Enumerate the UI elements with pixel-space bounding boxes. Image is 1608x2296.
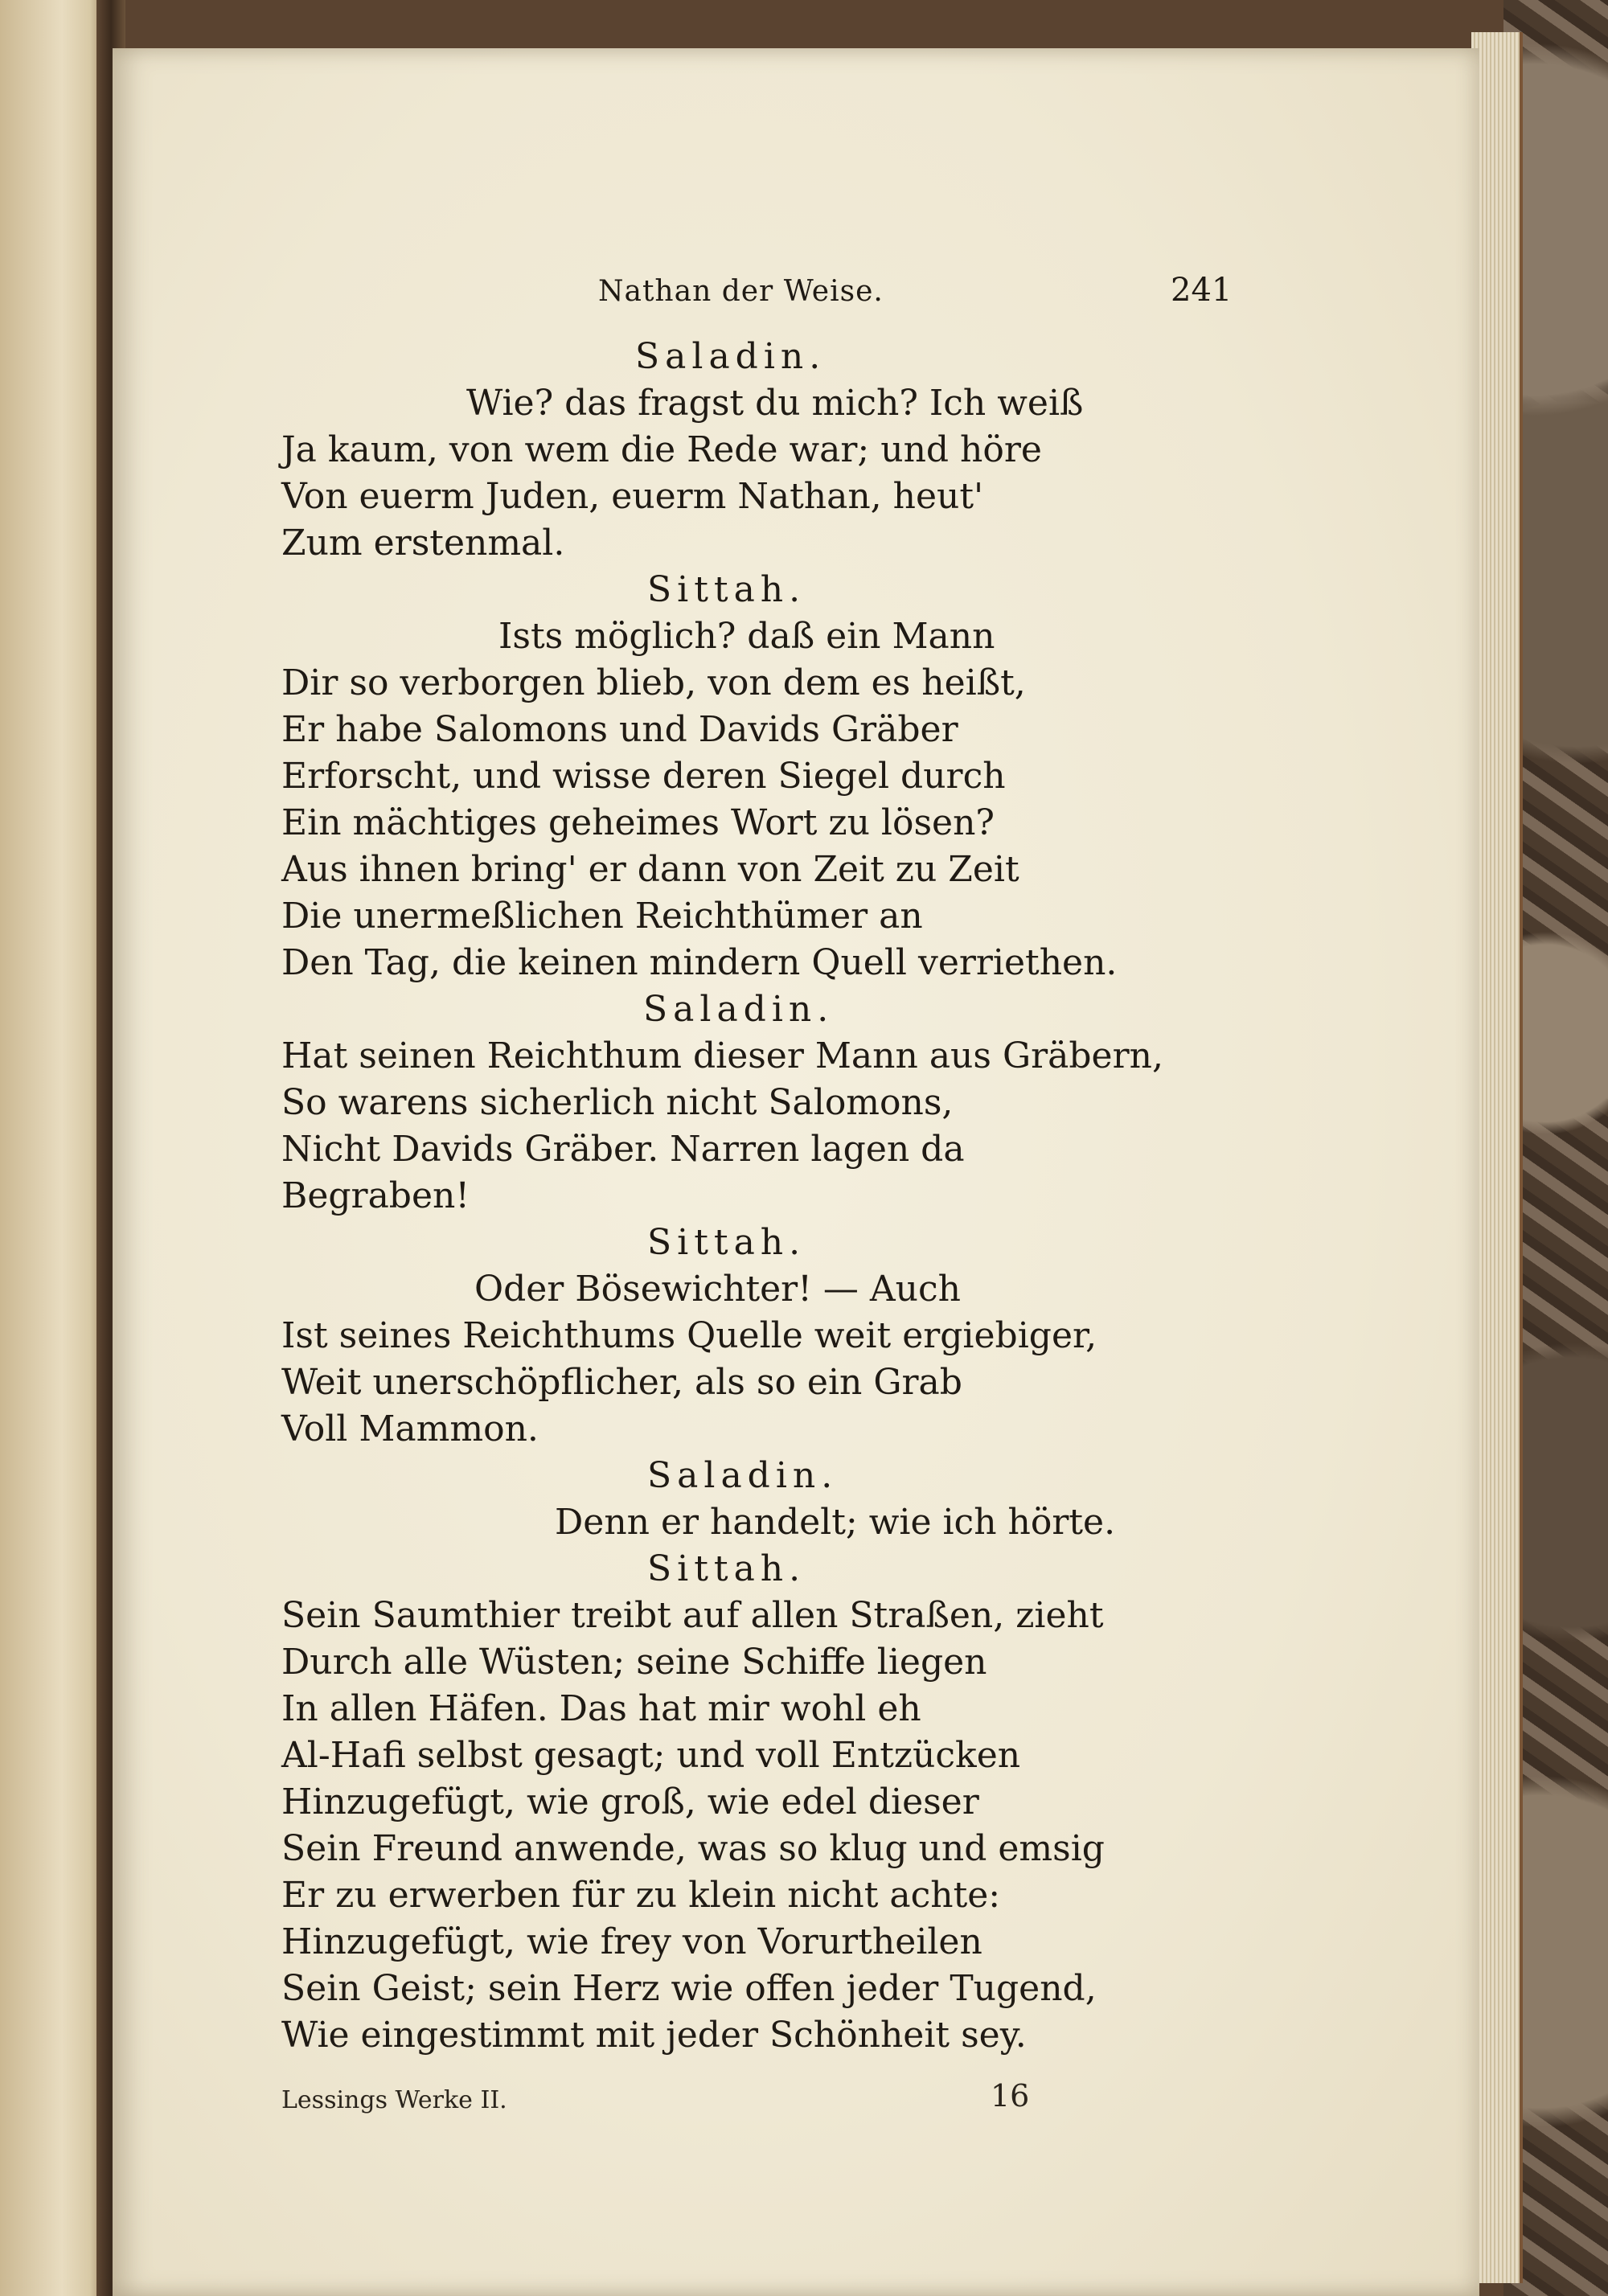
verse-line: Voll Mammon. xyxy=(281,1408,539,1449)
verse-line: So warens sicherlich nicht Salomons, xyxy=(281,1082,954,1123)
verse-line: Erforscht, und wisse deren Siegel durch xyxy=(281,756,1006,797)
verse-line: Sein Freund anwende, was so klug und emsig xyxy=(281,1828,1105,1869)
verse-line: Hinzugefügt, wie groß, wie edel dieser xyxy=(281,1781,979,1822)
verse-line: Ja kaum, von wem die Rede war; und höre xyxy=(281,429,1042,470)
printer-signature: Lessings Werke II. xyxy=(281,2086,507,2114)
verse-line: Al-Hafi selbst gesagt; und voll Entzücken xyxy=(281,1735,1021,1776)
running-title: Nathan der Weise. xyxy=(598,275,884,308)
speaker-name: Saladin. xyxy=(635,336,827,377)
verse-line: Begraben! xyxy=(281,1175,470,1216)
speaker-name: Sittah. xyxy=(647,1548,806,1589)
verse-line: Zum erstenmal. xyxy=(281,523,565,564)
verse-line: Wie eingestimmt mit jeder Schönheit sey. xyxy=(281,2015,1027,2056)
verse-line: Ists möglich? daß ein Mann xyxy=(498,616,995,657)
speaker-name: Saladin. xyxy=(647,1455,839,1496)
verse-line: Die unermeßlichen Reichthümer an xyxy=(281,896,923,937)
verse-line: Denn er handelt; wie ich hörte. xyxy=(555,1502,1116,1543)
verse-line: Er zu erwerben für zu klein nicht achte: xyxy=(281,1875,1001,1916)
page-number: 241 xyxy=(1171,272,1233,309)
verse-line: Sein Saumthier treibt auf allen Straßen, zieht xyxy=(281,1595,1104,1636)
verse-line: Aus ihnen bring' er dann von Zeit zu Zeit xyxy=(281,849,1019,890)
verse-line: Ein mächtiges geheimes Wort zu lösen? xyxy=(281,802,995,843)
left-page-edge xyxy=(0,0,113,2296)
book-page xyxy=(113,48,1479,2296)
sheet-number: 16 xyxy=(991,2078,1030,2114)
verse-line: In allen Häfen. Das hat mir wohl eh xyxy=(281,1688,921,1729)
running-head xyxy=(113,272,1479,315)
verse-line: Sein Geist; sein Herz wie offen jeder Tugend, xyxy=(281,1968,1097,2009)
verse-line: Er habe Salomons und Davids Gräber xyxy=(281,709,958,750)
verse-line: Von euerm Juden, euerm Nathan, heut' xyxy=(281,476,984,517)
verse-line: Hinzugefügt, wie frey von Vorurtheilen xyxy=(281,1921,982,1962)
verse-line: Den Tag, die keinen mindern Quell verriethen. xyxy=(281,942,1118,983)
verse-line: Wie? das fragst du mich? Ich weiß xyxy=(466,383,1084,424)
verse-line: Dir so verborgen blieb, von dem es heißt, xyxy=(281,662,1026,703)
verse-line: Ist seines Reichthums Quelle weit ergiebiger, xyxy=(281,1315,1097,1356)
speaker-name: Sittah. xyxy=(647,1222,806,1263)
verse-line: Durch alle Wüsten; seine Schiffe liegen xyxy=(281,1642,987,1683)
speaker-name: Saladin. xyxy=(643,989,835,1030)
verse-line: Nicht Davids Gräber. Narren lagen da xyxy=(281,1129,965,1170)
verse-line: Hat seinen Reichthum dieser Mann aus Gräbern, xyxy=(281,1035,1163,1076)
verse-text xyxy=(281,334,1206,2059)
page-footer xyxy=(113,2078,1479,2126)
verse-line: Oder Bösewichter! — Auch xyxy=(474,1269,961,1310)
verse-line: Weit unerschöpflicher, als so ein Grab xyxy=(281,1362,962,1403)
speaker-name: Sittah. xyxy=(647,569,806,610)
